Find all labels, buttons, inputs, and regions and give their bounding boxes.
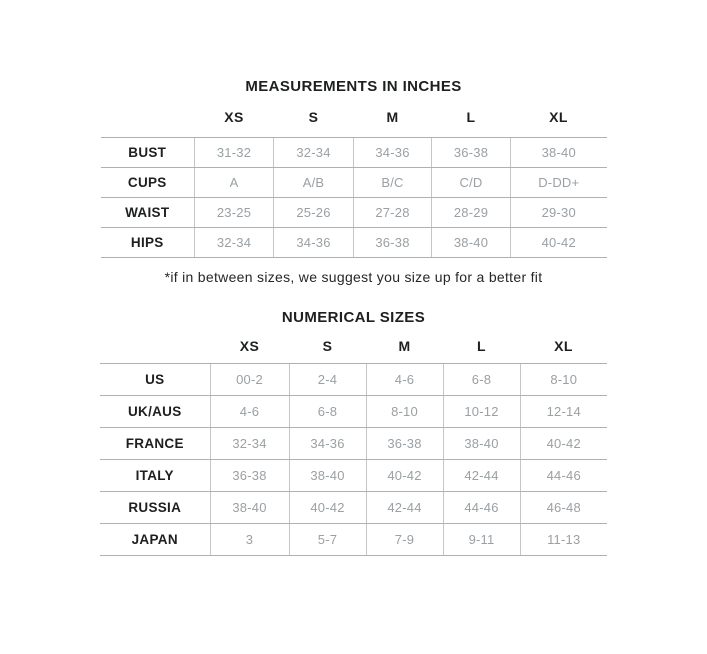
size-col-header-xs: XS [224, 109, 244, 126]
size-col-header-xs: XS [239, 337, 260, 354]
size-cell: 38-40 [432, 227, 511, 257]
size-cell: B/C [354, 167, 432, 197]
size-cell: 40-42 [511, 227, 607, 257]
corner-cell [100, 329, 210, 364]
row-label-bust: BUST [101, 137, 195, 167]
size-cell: 8-10 [366, 396, 443, 428]
row-label-italy: ITALY [100, 460, 210, 492]
size-cell: 46-48 [520, 492, 607, 524]
measurements-title: MEASUREMENTS IN INCHES [245, 78, 462, 95]
size-cell: C/D [432, 167, 511, 197]
size-cell: 36-38 [366, 428, 443, 460]
size-cell: 32-34 [274, 137, 354, 167]
size-cell: 40-42 [366, 460, 443, 492]
size-cell: 23-25 [195, 197, 274, 227]
size-col-header-xl: XL [554, 337, 573, 354]
row-label-cups: CUPS [101, 167, 195, 197]
table-row-ukaus [100, 396, 607, 428]
size-cell: A [195, 167, 274, 197]
table-row-italy [100, 460, 607, 492]
size-cell: 29-30 [511, 197, 607, 227]
size-cell: 36-38 [432, 137, 511, 167]
table-row-us [100, 364, 607, 396]
size-cell: 4-6 [210, 396, 289, 428]
table-row-cups [101, 167, 607, 197]
size-col-header-m: M [398, 337, 411, 354]
size-cell: 8-10 [520, 364, 607, 396]
size-cell: 40-42 [289, 492, 366, 524]
size-cell: 12-14 [520, 396, 607, 428]
numerical-header-row [100, 329, 607, 364]
size-cell: 38-40 [210, 492, 289, 524]
size-cell: 32-34 [210, 428, 289, 460]
size-cell: 40-42 [520, 428, 607, 460]
row-label-ukaus: UK/AUS [100, 396, 210, 428]
size-cell: 42-44 [443, 460, 520, 492]
size-cell: 7-9 [366, 524, 443, 556]
sizing-footnote: *if in between sizes, we suggest you size up for a better fit [164, 268, 543, 285]
row-label-russia: RUSSIA [100, 492, 210, 524]
size-col-header-m: M [386, 109, 399, 126]
numerical-title: NUMERICAL SIZES [281, 308, 426, 326]
size-cell: 2-4 [289, 364, 366, 396]
size-cell: 36-38 [210, 460, 289, 492]
row-label-france: FRANCE [100, 428, 210, 460]
size-cell: 27-28 [354, 197, 432, 227]
size-col-header-s: S [322, 337, 333, 354]
measurements-header-row [101, 98, 607, 137]
size-cell: 32-34 [195, 227, 274, 257]
size-cell: 36-38 [354, 227, 432, 257]
table-row-bust [101, 137, 607, 167]
size-cell: 6-8 [443, 364, 520, 396]
table-row-france [100, 428, 607, 460]
size-cell: 42-44 [366, 492, 443, 524]
size-col-header-xl: XL [549, 109, 568, 126]
row-label-japan: JAPAN [100, 524, 210, 556]
size-cell: 38-40 [289, 460, 366, 492]
row-label-hips: HIPS [101, 227, 195, 257]
size-col-header-s: S [308, 109, 319, 126]
numerical-sizes-table [100, 329, 607, 557]
size-cell: 38-40 [443, 428, 520, 460]
row-label-us: US [100, 364, 210, 396]
table-row-hips [101, 227, 607, 257]
size-cell: 3 [210, 524, 289, 556]
size-cell: 6-8 [289, 396, 366, 428]
table-row-japan [100, 524, 607, 556]
size-cell: D-DD+ [511, 167, 607, 197]
size-cell: 10-12 [443, 396, 520, 428]
size-cell: 44-46 [443, 492, 520, 524]
size-cell: 25-26 [274, 197, 354, 227]
size-cell: 11-13 [520, 524, 607, 556]
size-cell: 34-36 [354, 137, 432, 167]
table-row-waist [101, 197, 607, 227]
measurements-table [101, 98, 607, 258]
size-cell: 4-6 [366, 364, 443, 396]
size-cell: 38-40 [511, 137, 607, 167]
row-label-waist: WAIST [101, 197, 195, 227]
size-cell: 31-32 [195, 137, 274, 167]
table-row-russia [100, 492, 607, 524]
corner-cell [101, 98, 195, 137]
size-cell: A/B [274, 167, 354, 197]
size-cell: 34-36 [289, 428, 366, 460]
size-cell: 9-11 [443, 524, 520, 556]
size-cell: 00-2 [210, 364, 289, 396]
size-cell: 44-46 [520, 460, 607, 492]
size-col-header-l: L [477, 337, 486, 354]
size-cell: 34-36 [274, 227, 354, 257]
size-cell: 5-7 [289, 524, 366, 556]
size-col-header-l: L [466, 109, 476, 126]
size-cell: 28-29 [432, 197, 511, 227]
